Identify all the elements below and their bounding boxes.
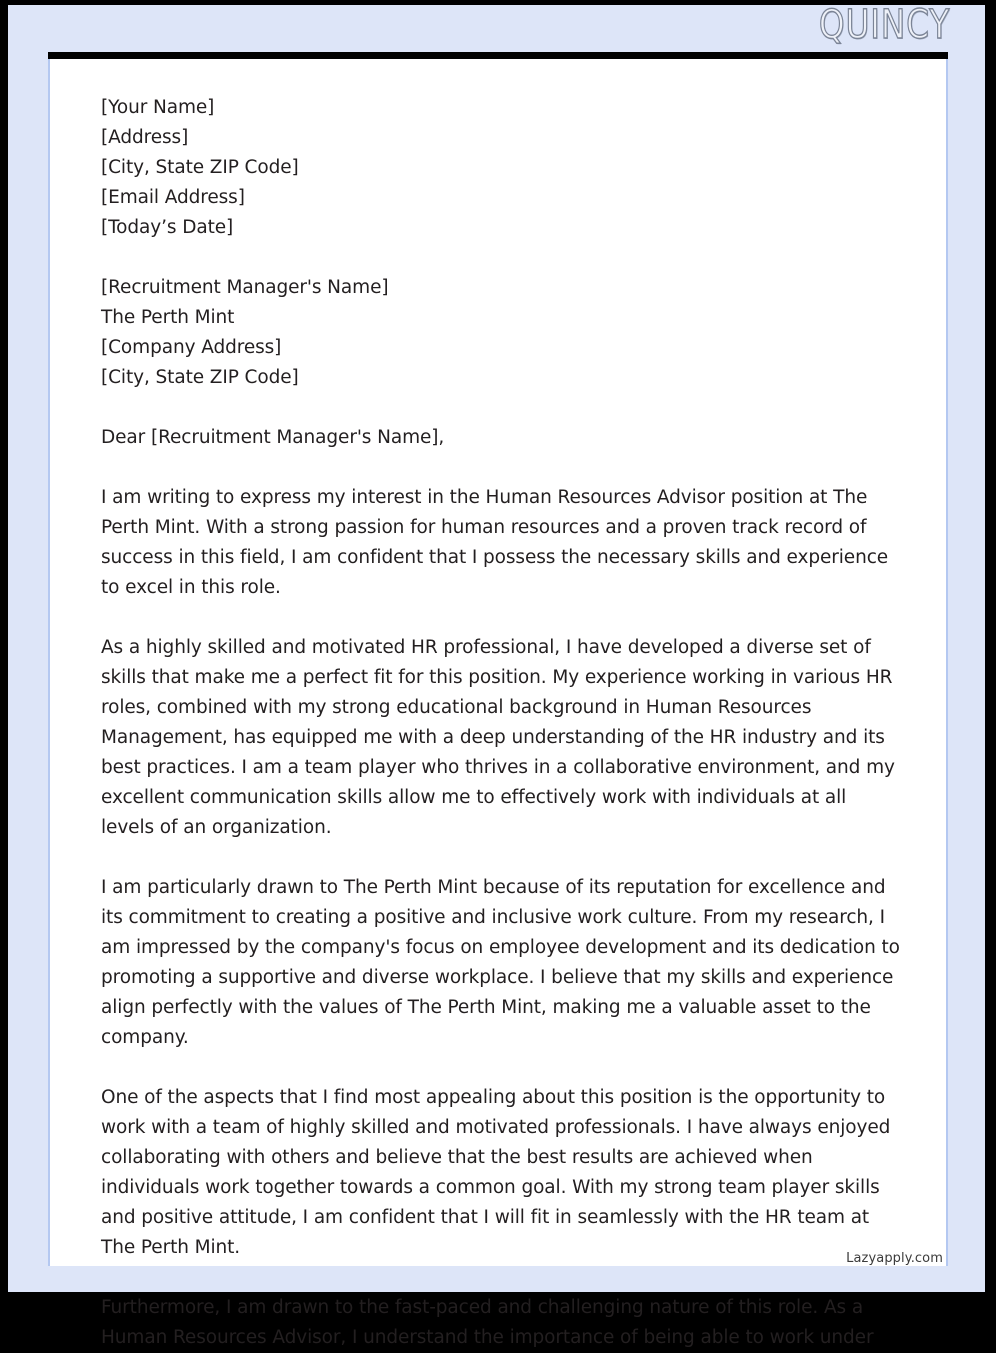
spacer (101, 603, 901, 633)
letter-page-sheet (48, 59, 948, 1348)
quincy-brand-logo: QUINCY (818, 2, 950, 48)
letter-body (101, 93, 901, 1353)
recipient-line: [Recruitment Manager's Name] (101, 277, 389, 298)
spacer (101, 1053, 901, 1083)
spacer (101, 843, 901, 873)
letterhead-band (8, 2, 985, 52)
salutation: Dear [Recruitment Manager's Name], (101, 427, 445, 448)
spacer (101, 1263, 901, 1293)
letter-paragraph: One of the aspects that I find most appealing about this position is the opportunity to work with a team of highly skilled and motivated professionals. I have always enjoyed collaborating with others and believe that the best results are achieved when individuals work together towards a common goal. With my strong team player skills and positive attitude, I am confident that I will fit in seamlessly with the HR team at The Perth Mint. (101, 1087, 891, 1258)
recipient-address-block (101, 273, 901, 393)
spacer (101, 453, 901, 483)
recipient-line: [City, State ZIP Code] (101, 367, 299, 388)
recipient-line: [Company Address] (101, 337, 282, 358)
letter-paragraph: As a highly skilled and motivated HR professional, I have developed a diverse set of skills that make me a perfect fit for this position. My experience working in various HR roles, combined with my strong educational background in Human Resources Management, has equipped me with a deep understanding of the HR industry and its best practices. I am a team player who thrives in a collaborative environment, and my excellent communication skills allow me to effectively work with individuals at all levels of an organization. (101, 637, 895, 838)
document-canvas (8, 2, 985, 1348)
recipient-line: The Perth Mint (101, 307, 235, 328)
letter-paragraph: I am writing to express my interest in the Human Resources Advisor position at The Perth Mint. With a strong passion for human resources and a proven track record of success in this field, I am confident that I possess the necessary skills and experience to excel in this role. (101, 487, 889, 598)
spacer (101, 243, 901, 273)
sender-line: [Address] (101, 127, 189, 148)
sender-line: [Your Name] (101, 97, 215, 118)
letter-paragraph: I am particularly drawn to The Perth Mint because of its reputation for excellence and its commitment to creating a positive and inclusive work culture. From my research, I am impressed by the company's focus on employee development and its dedication to promoting a supportive and diverse workplace. I believe that my skills and experience align perfectly with the values of The Perth Mint, making me a valuable asset to the company. (101, 877, 900, 1048)
sender-address-block (101, 93, 901, 243)
lazyapply-watermark: Lazyapply.com (846, 1251, 943, 1266)
sender-line: [City, State ZIP Code] (101, 157, 299, 178)
sender-line: [Today’s Date] (101, 217, 234, 238)
header-divider-rule (48, 52, 948, 59)
spacer (101, 393, 901, 423)
letter-paragraph-truncated: Furthermore, I am drawn to the fast-paced and challenging nature of this role. As a Human Resources Advisor, I understand the importance of being able to work under (101, 1297, 874, 1348)
sender-line: [Email Address] (101, 187, 245, 208)
